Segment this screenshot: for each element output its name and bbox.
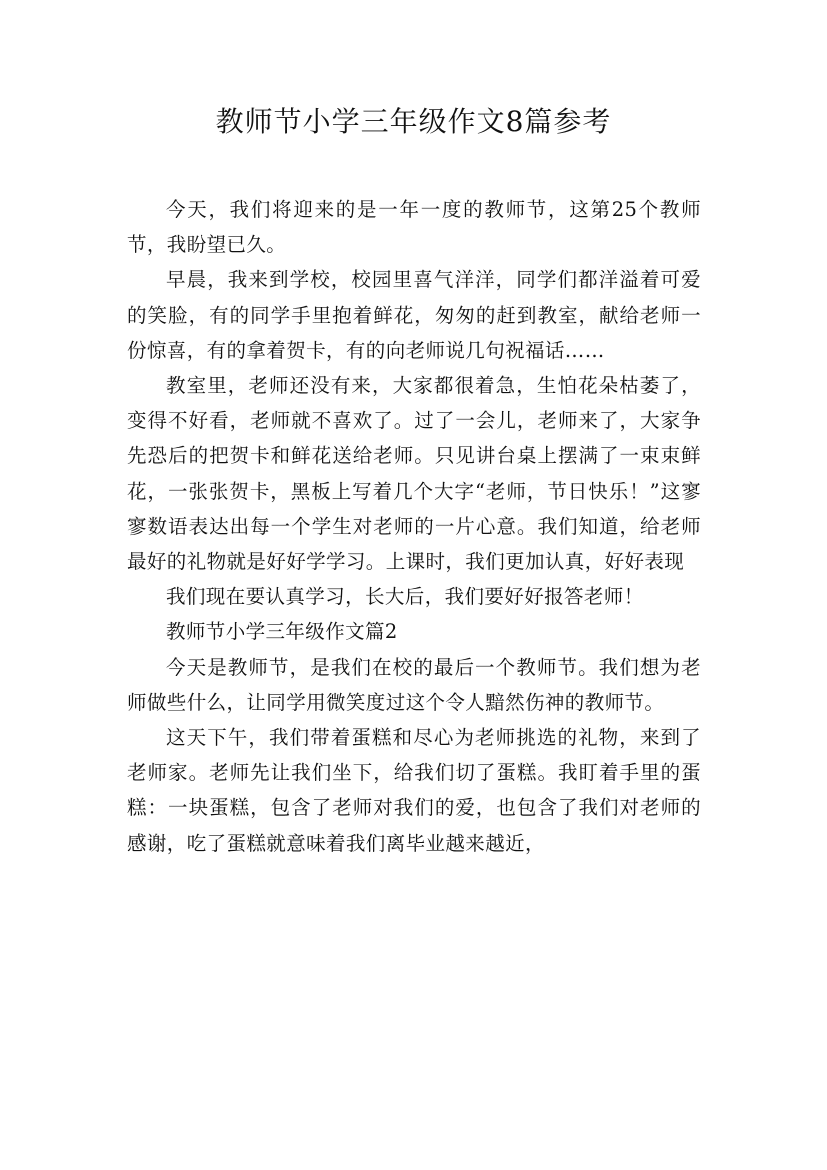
paragraph-5: 今天是教师节，是我们在校的最后一个教师节。我们想为老师做些什么，让同学用微笑度过这个令人黯然伤神的教师节。 bbox=[127, 655, 701, 714]
document-title: 教师节小学三年级作文8篇参考 bbox=[215, 105, 612, 138]
paragraph-4: 我们现在要认真学习，长大后，我们要好好报答老师！ bbox=[166, 585, 644, 609]
document-body bbox=[127, 192, 701, 861]
paragraph-1: 今天，我们将迎来的是一年一度的教师节，这第25个教师节，我盼望已久。 bbox=[127, 198, 701, 257]
section-heading-2: 教师节小学三年级作文篇2 bbox=[166, 620, 398, 644]
paragraph-6: 这天下午，我们带着蛋糕和尽心为老师挑选的礼物，来到了老师家。老师先让我们坐下，给我们切了蛋糕。我盯着手里的蛋糕：一块蛋糕，包含了老师对我们的爱，也包含了我们对老师的感谢，吃了蛋糕就意味着我们离毕业越来越近， bbox=[127, 726, 701, 855]
paragraph-3: 教室里，老师还没有来，大家都很着急，生怕花朵枯萎了，变得不好看，老师就不喜欢了。过了一会儿，老师来了，大家争先恐后的把贺卡和鲜花送给老师。只见讲台桌上摆满了一束束鲜花，一张张贺卡，黑板上写着几个大字“老师，节日快乐！”这寥寥数语表达出每一个学生对老师的一片心意。我们知道，给老师最好的礼物就是好好学学习。上课时，我们更加认真，好好表现 bbox=[127, 374, 701, 574]
paragraph-2: 早晨，我来到学校，校园里喜气洋洋，同学们都洋溢着可爱的笑脸，有的同学手里抱着鲜花，匆匆的赶到教室，献给老师一份惊喜，有的拿着贺卡，有的向老师说几句祝福话…… bbox=[127, 268, 701, 362]
